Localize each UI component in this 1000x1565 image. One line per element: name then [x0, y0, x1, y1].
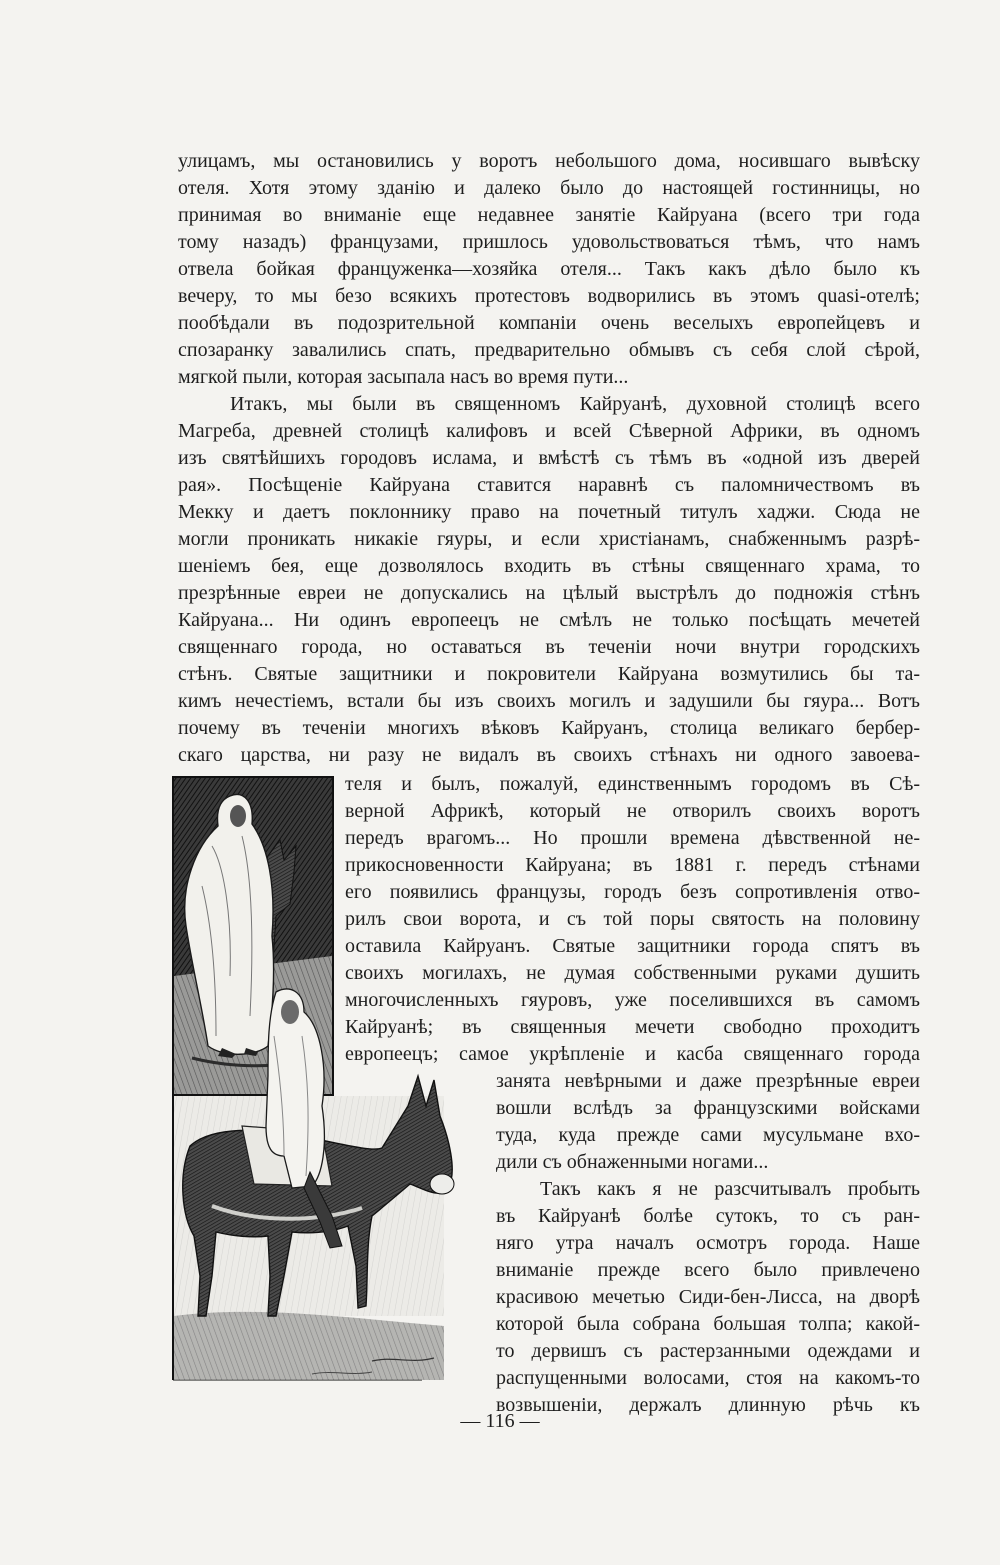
text-line: принимая во вниманіе еще недавнее занятіе Кайруана (всего три года [178, 204, 920, 226]
text-line: занята невѣрными и даже презрѣнные евреи [496, 1070, 920, 1092]
text-line: Кайруанѣ; въ священныя мечети свободно проходитъ [345, 1016, 920, 1038]
text-line: передъ врагомъ... Но прошли времена дѣвственной не- [345, 827, 920, 849]
text-line: то дервишъ съ растерзанными одеждами и [496, 1340, 920, 1362]
text-line: его появились французы, городъ безъ сопротивленія отво- [345, 881, 920, 903]
text-line: многочисленныхъ гяуровъ, уже поселившихся въ самомъ [345, 989, 920, 1011]
text-line: верной Африкѣ, который не отворилъ своихъ воротъ [345, 800, 920, 822]
text-line: улицамъ, мы остановились у воротъ небольшого дома, носившаго вывѣску [178, 150, 920, 172]
text-line: вниманіе прежде всего было привлечено [496, 1259, 920, 1281]
text-line: которой была собрана большая толпа; какой- [496, 1313, 920, 1335]
text-line: тому назадъ) французами, пришлось удовольствоваться тѣмъ, что намъ [178, 231, 920, 253]
text-line: кимъ нечестіемъ, встали бы изъ своихъ могилъ и задушили бы гяура... Вотъ [178, 690, 920, 712]
text-line: вечеру, то мы безо всякихъ протестовъ водворились въ этомъ quasi-отелѣ; [178, 285, 920, 307]
text-line: мягкой пыли, которая засыпала насъ во время пути... [178, 366, 629, 388]
text-line: Такъ какъ я не разсчитывалъ пробыть [540, 1178, 920, 1200]
text-line: рилъ свои ворота, и съ той поры святость на половину [345, 908, 920, 930]
text-line: возвышеніи, держалъ длинную рѣчь къ [496, 1394, 920, 1416]
text-line: священнаго города, но оставаться въ теченіи ночи внутри городскихъ [178, 636, 920, 658]
text-line: Кайруана... Ни одинъ европеецъ не смѣлъ не только посѣщать мечетей [178, 609, 920, 631]
text-line: прикосновенности Кайруана; въ 1881 г. передъ стѣнами [345, 854, 920, 876]
text-line: стѣнъ. Святые защитники и покровители Кайруана возмутились бы та- [178, 663, 920, 685]
text-line: рая». Посѣщеніе Кайруана ставится наравнѣ съ паломничествомъ въ [178, 474, 920, 496]
text-line: отвела бойкая француженка—хозяйка отеля... Такъ какъ дѣло было къ [178, 258, 920, 280]
text-line: туда, куда прежде сами мусульмане вхо- [496, 1124, 920, 1146]
text-line: европеецъ; самое укрѣпленіе и касба священнаго города [345, 1043, 920, 1065]
text-line: могли проникать никакіе гяуры, и если христіанамъ, снабженнымъ разрѣ- [178, 528, 920, 550]
text-line: почему въ теченіи многихъ вѣковъ Кайруанъ, столица великаго бербер- [178, 717, 920, 739]
text-line: отеля. Хотя этому зданію и далеко было до настоящей гостинницы, но [178, 177, 920, 199]
text-line: Итакъ, мы были въ священномъ Кайруанѣ, духовной столицѣ всего [230, 393, 920, 415]
text-line: распущенными волосами, стоя на какомъ-то [496, 1367, 920, 1389]
text-line: своихъ могилахъ, не думая собственными руками душить [345, 962, 920, 984]
text-line: Мекку и даетъ поклоннику право на почетный титулъ хаджи. Сюда не [178, 501, 920, 523]
text-line: няго утра началъ осмотръ города. Наше [496, 1232, 920, 1254]
engraving-illustration [172, 776, 462, 1382]
text-line: оставила Кайруанъ. Святые защитники города спятъ въ [345, 935, 920, 957]
text-line: презрѣнные евреи не допускались на цѣлый выстрѣлъ до подножія стѣнъ [178, 582, 920, 604]
text-line: красивою мечетью Сиди-бен-Лисса, на дворѣ [496, 1286, 920, 1308]
text-line: шеніемъ бея, еще дозволялось входить въ стѣны священнаго храма, то [178, 555, 920, 577]
text-line: теля и былъ, пожалуй, единственнымъ городомъ въ Сѣ- [345, 773, 920, 795]
text-line: Магреба, древней столицѣ калифовъ и всей Сѣверной Африки, въ одномъ [178, 420, 920, 442]
text-line: дили съ обнаженными ногами... [496, 1151, 769, 1173]
text-line: спозаранку завалились спать, предварительно обмывъ съ себя слой сѣрой, [178, 339, 920, 361]
page-number: — 116 — [460, 1410, 540, 1432]
text-line: пообѣдали въ подозрительной компаніи очень веселыхъ европейцевъ и [178, 312, 920, 334]
text-line: изъ святѣйшихъ городовъ ислама, и вмѣстѣ съ тѣмъ въ «одной изъ дверей [178, 447, 920, 469]
text-line: въ Кайруанѣ болѣе сутокъ, то съ ран- [496, 1205, 920, 1227]
text-line: вошли вслѣдъ за французскими войсками [496, 1097, 920, 1119]
text-line: скаго царства, ни разу не видалъ въ своихъ стѣнахъ ни одного завоева- [178, 744, 920, 766]
